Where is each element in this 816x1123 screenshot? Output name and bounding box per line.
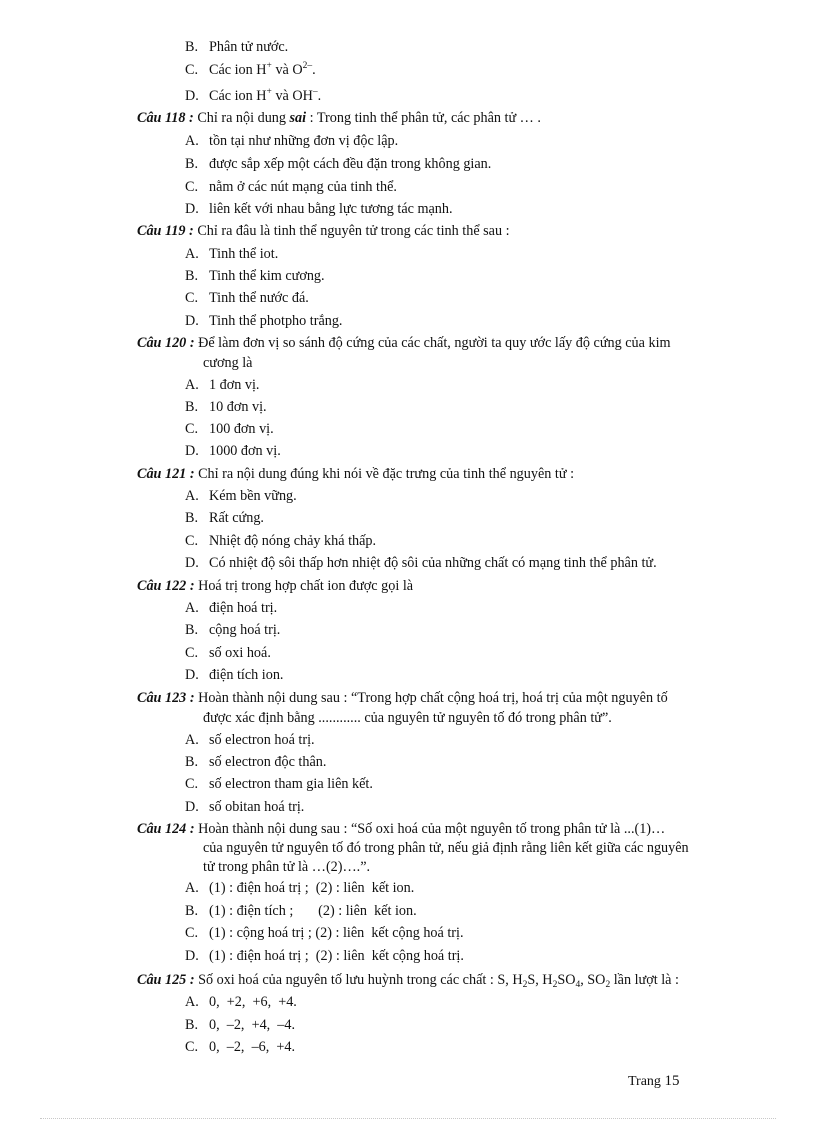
option-line [185,508,264,528]
question-123 [137,688,769,708]
page-label: Trang [628,1074,665,1089]
option-text: điện tích ion. [209,667,284,683]
option-line [185,665,283,685]
question-text: Hoàn thành nội dung sau : “Trong hợp chất cộng hoá trị, hoá trị của một nguyên tố [194,690,668,706]
option-line [185,199,453,219]
option-line [185,37,288,57]
option-letter: B. [185,268,199,284]
option-letter: A. [185,488,199,504]
option-text: 10 đơn vị. [209,399,267,415]
superscript: + [266,87,272,97]
option-letter: C. [185,179,199,195]
subscript: 2 [605,980,611,990]
option-letter: D. [185,948,199,964]
option-text: (1) : điện hoá trị ; (2) : liên kết cộng hoá trị. [209,948,464,964]
option-text: tồn tại như những đơn vị độc lập. [209,133,399,149]
question-continuation: của nguyên tử nguyên tố đó trong phân tử, nếu giả định rằng liên kết giữa các nguyên [203,840,689,856]
option-line [185,774,373,794]
option-letter: B. [185,39,199,55]
question-label: Câu 120 : [137,335,195,351]
option-text: 0, –2, –6, +4. [209,1039,296,1055]
option-text: Tinh thể nước đá. [209,290,309,306]
option-letter: D. [185,313,199,329]
option-line [185,419,274,439]
option-letter: A. [185,600,199,616]
option-line [185,643,271,663]
option-letter: B. [185,510,199,526]
bottom-divider [40,1118,776,1119]
option-letter: B. [185,156,199,172]
option-letter: C. [185,1039,199,1055]
question-120 [137,333,769,353]
option-letter: C. [185,533,199,549]
option-line [185,177,397,197]
question-text: Chỉ ra nội dung [193,110,290,126]
option-text: . [317,88,322,104]
question-119 [137,221,769,241]
option-text: 0, –2, +4, –4. [209,1017,296,1033]
option-line [185,598,277,618]
option-line [185,923,464,943]
question-125 [137,970,769,990]
option-text: 1 đơn vị. [209,377,260,393]
option-line [185,397,267,417]
option-line [185,131,398,151]
subscript: 2 [552,980,558,990]
option-letter: D. [185,555,199,571]
option-letter: C. [185,645,199,661]
option-line [185,244,278,264]
question-124 [137,819,769,839]
option-line [185,553,657,573]
option-letter: C. [185,62,199,78]
option-text: 0, +2, +6, +4. [209,994,297,1010]
question-label: Câu 119 : [137,223,194,239]
option-letter: D. [185,443,199,459]
option-text: liên kết với nhau bằng lực tương tác mạnh. [209,201,453,217]
option-text: Có nhiệt độ sôi thấp hơn nhiệt độ sôi của những chất có mạng tinh thể phân tử. [209,555,657,571]
option-text: số electron hoá trị. [209,732,315,748]
question-continuation: tử trong phân tử là …(2)….”. [203,859,371,875]
option-text: số electron độc thân. [209,754,327,770]
option-letter: B. [185,754,199,770]
option-letter: D. [185,201,199,217]
option-text: 1000 đơn vị. [209,443,281,459]
option-letter: A. [185,133,199,149]
option-text: và O [271,62,303,78]
question-continuation: được xác định bằng ............ của nguyên tử nguyên tố đó trong phân tử”. [203,710,612,726]
option-letter: B. [185,622,199,638]
option-line [185,311,342,331]
option-letter: A. [185,377,199,393]
option-text: (1) : điện hoá trị ; (2) : liên kết ion. [209,880,415,896]
option-text: Các ion H [209,88,267,104]
option-text: Tinh thể photpho trắng. [209,313,343,329]
option-text: Kém bền vững. [209,488,297,504]
subscript: 2 [522,980,528,990]
option-letter: B. [185,1017,199,1033]
option-text: Tinh thể iot. [209,246,279,262]
option-letter: D. [185,88,199,104]
question-label: Câu 121 : [137,466,195,482]
option-letter: A. [185,994,199,1010]
option-line [185,946,464,966]
option-text: Rất cứng. [209,510,264,526]
option-line [185,86,321,106]
option-text: . [312,62,316,78]
option-line [185,441,281,461]
option-line [185,1015,295,1035]
question-text: : Trong tinh thể phân tử, các phân tử … . [306,110,541,126]
question-text: Số oxi hoá của nguyên tố lưu huỳnh trong các chất : S, H [194,972,523,988]
option-line [185,154,491,174]
question-text: SO [557,972,576,988]
question-118 [137,108,769,128]
option-line [185,797,304,817]
option-letter: A. [185,880,199,896]
question-122 [137,576,769,596]
option-line [185,730,315,750]
option-line [185,266,325,286]
superscript: – [312,87,318,97]
option-text: và OH [271,88,313,104]
option-text: (1) : cộng hoá trị ; (2) : liên kết cộng hoá trị. [209,925,464,941]
option-line [185,1037,295,1057]
option-text: được sắp xếp một cách đều đặn trong không gian. [209,156,492,172]
question-text: Chỉ ra nội dung đúng khi nói về đặc trưng của tinh thể nguyên tử : [194,466,575,482]
question-text: Hoàn thành nội dung sau : “Số oxi hoá của một nguyên tố trong phân tử là ...(1)… [194,821,666,837]
question-text: Để làm đơn vị so sánh độ cứng của các chất, người ta quy ước lấy độ cứng của kim [194,335,671,351]
page-number: 15 [664,1073,680,1089]
question-text: lần lượt là : [610,972,679,988]
option-text: số obitan hoá trị. [209,799,305,815]
option-line [185,288,309,308]
option-text: Nhiệt độ nóng chảy khá thấp. [209,533,377,549]
option-line [185,901,417,921]
option-text: (1) : điện tích ; (2) : liên kết ion. [209,903,417,919]
option-letter: A. [185,246,199,262]
option-letter: C. [185,290,199,306]
option-line [185,60,316,80]
option-letter: A. [185,732,199,748]
option-line [185,531,376,551]
option-line [185,992,297,1012]
option-text: Phân tử nước. [209,39,289,55]
option-text: 100 đơn vị. [209,421,274,437]
option-letter: C. [185,925,199,941]
page-footer [628,1073,679,1090]
option-text: cộng hoá trị. [209,622,281,638]
question-text: Hoá trị trong hợp chất ion được gọi là [194,578,414,594]
option-line [185,375,259,395]
question-text: , SO [580,972,606,988]
question-label: Câu 125 : [137,972,195,988]
option-letter: C. [185,421,199,437]
option-line [185,620,280,640]
question-emphasis: sai [289,110,307,126]
option-line [185,752,326,772]
option-text: điện hoá trị. [209,600,278,616]
question-text: S, H [527,972,553,988]
option-text: Các ion H [209,62,267,78]
subscript: 4 [575,980,581,990]
option-text: Tinh thể kim cương. [209,268,325,284]
question-121 [137,464,769,484]
question-text: Chỉ ra đâu là tinh thể nguyên tử trong các tinh thể sau : [193,223,510,239]
question-label: Câu 123 : [137,690,195,706]
question-label: Câu 124 : [137,821,195,837]
option-text: số electron tham gia liên kết. [209,776,373,792]
superscript: + [266,61,272,71]
option-letter: B. [185,399,199,415]
question-label: Câu 118 : [137,110,194,126]
option-line [185,486,297,506]
question-label: Câu 122 : [137,578,195,594]
option-letter: D. [185,667,199,683]
option-letter: D. [185,799,199,815]
option-text: số oxi hoá. [209,645,271,661]
option-text: nằm ở các nút mạng của tinh thể. [209,179,397,195]
option-line [185,878,414,898]
option-letter: C. [185,776,199,792]
superscript: 2– [302,61,313,71]
question-continuation: cương là [203,355,253,371]
option-letter: B. [185,903,199,919]
